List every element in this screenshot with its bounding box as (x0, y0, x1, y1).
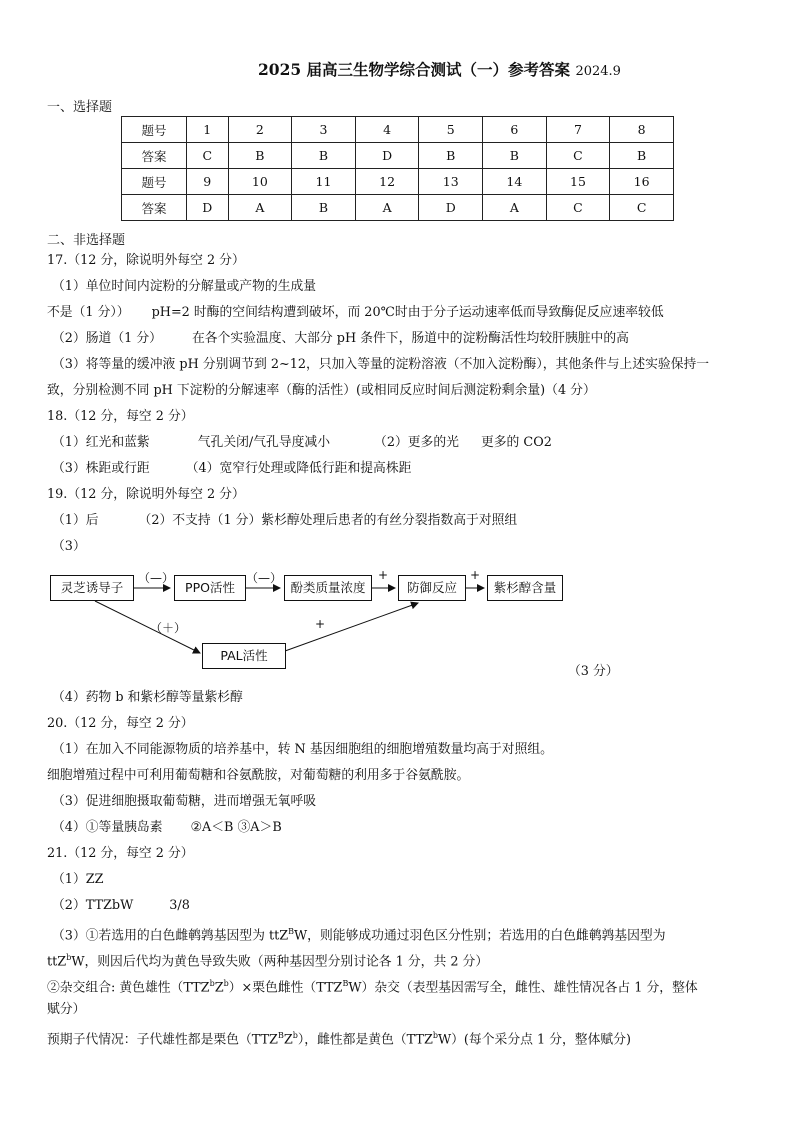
sign-a-f: （＋） (150, 621, 187, 635)
section-nonchoice-heading: 二、非选择题 (47, 233, 126, 248)
q21-line5 (47, 975, 698, 997)
answer-table-cell: 10 (228, 169, 292, 195)
q17-line3 (52, 330, 629, 348)
q21-line6: 赋分） (47, 1002, 86, 1017)
node-lingzhi-elicitor: 灵芝诱导子 (50, 575, 134, 601)
answer-table-cell: A (483, 195, 547, 221)
q19-line3: （4）药物 b 和紫杉醇等量紫杉醇 (52, 690, 243, 705)
sign-f-d: + (315, 617, 326, 631)
q21-line5-rest: ）×栗色雌性（TTZ (228, 980, 343, 996)
node-paclitaxel-content: 紫杉醇含量 (487, 575, 563, 601)
answer-table-cell: C (610, 195, 674, 221)
answer-table-cell: C (546, 195, 610, 221)
answer-table-row-label: 题号 (122, 117, 187, 143)
q17-line5: 致，分别检测不同 pH 下淀粉的分解速率（酶的活性）(或相同反应时间后测淀粉剩余量)（4 分） (47, 383, 596, 398)
q17-line2a: 不是（1 分）） (47, 305, 130, 320)
q20-line4a: （4）①等量胰岛素 (52, 820, 163, 835)
q17-heading: 17.（12 分，除说明外每空 2 分） (47, 253, 245, 268)
answer-table-cell: A (228, 195, 292, 221)
q18-line1 (52, 434, 552, 452)
section-choice-heading: 一、选择题 (47, 100, 113, 115)
node-defense-response: 防御反应 (398, 575, 466, 601)
answer-table-cell: C (546, 143, 610, 169)
node-ppo-activity: PPO活性 (174, 575, 246, 601)
answer-table-cell: 8 (610, 117, 674, 143)
q21-line1: （1）ZZ (52, 872, 104, 887)
q19-line1 (52, 512, 517, 530)
q19-line1b: （2）不支持（1 分）紫杉醇处理后患者的有丝分裂指数高于对照组 (138, 513, 518, 528)
q21-line4-sup: b (66, 953, 72, 962)
q19-line1a: （1）后 (52, 513, 99, 528)
q21-line7-sup1: B (277, 1031, 284, 1040)
arrow-f-d (285, 603, 418, 651)
q21-line2 (52, 897, 190, 915)
q19-score: （3 分） (568, 664, 619, 679)
sign-d-e: + (470, 568, 481, 582)
answer-table-cell: B (292, 195, 356, 221)
answer-table-cell: 4 (355, 117, 419, 143)
q21-line3-sup: B (288, 927, 295, 936)
q20-heading: 20.（12 分，每空 2 分） (47, 716, 194, 731)
answer-table-cell: B (228, 143, 292, 169)
q21-line7-sup2: b (292, 1031, 298, 1040)
answer-table-cell: 16 (610, 169, 674, 195)
flow-diagram (40, 565, 580, 675)
q21-line2b: 3/8 (169, 898, 190, 913)
q20-line3: （3）促进细胞摄取葡萄糖，进而增强无氧呼吸 (52, 794, 317, 809)
node-phenol-concentration: 酚类质量浓度 (284, 575, 372, 601)
answer-table-cell: 7 (546, 117, 610, 143)
q18-line2b: （4）宽窄行处理或降低行距和提高株距 (185, 461, 412, 476)
answer-table-row-label: 答案 (122, 143, 187, 169)
answer-table-row (122, 195, 674, 221)
sign-a-b: （—） (138, 571, 175, 585)
answer-table-cell: 15 (546, 169, 610, 195)
title-date: 2024.9 (575, 64, 621, 79)
q18-line1c: （2）更多的光 (374, 435, 459, 450)
q20-line4 (52, 819, 282, 837)
answer-table-cell: A (355, 195, 419, 221)
q21-line3-text: （3）①若选用的白色雌鹌鹑基因型为 ttZ (52, 928, 289, 944)
q17-line1: （1）单位时间内淀粉的分解量或产物的生成量 (52, 279, 317, 294)
answer-table-cell: C (187, 143, 229, 169)
page-title (258, 58, 778, 80)
q17-line3a: （2）肠道（1 分） (52, 331, 162, 346)
answer-table-cell: D (419, 195, 483, 221)
q18-line1d: 更多的 CO2 (480, 435, 552, 450)
answer-table-cell: 2 (228, 117, 292, 143)
answer-table-cell: 1 (187, 117, 229, 143)
answer-table-row-label: 答案 (122, 195, 187, 221)
answer-table-cell: 9 (187, 169, 229, 195)
answer-table-cell: 3 (292, 117, 356, 143)
answer-table-cell: B (292, 143, 356, 169)
q17-line4: （3）将等量的缓冲液 pH 分别调节到 2~12，只加入等量的淀粉溶液（不加入淀粉酶），其他条件与上述实验保持一 (52, 357, 710, 372)
answer-table-cell: 14 (483, 169, 547, 195)
sign-b-c: （—） (246, 571, 283, 585)
answer-table-row (122, 169, 674, 195)
q21-line7-sup3: b (432, 1031, 438, 1040)
q21-heading: 21.（12 分，每空 2 分） (47, 846, 194, 861)
answer-table-cell: D (187, 195, 229, 221)
q18-line1b: 气孔关闭/气孔导度减小 (197, 435, 331, 450)
answer-table-cell: 13 (419, 169, 483, 195)
q21-line5-sup2: b (223, 979, 229, 988)
answer-table-cell: 11 (292, 169, 356, 195)
q18-heading: 18.（12 分，每空 2 分） (47, 409, 194, 424)
q21-line5-text: ②杂交组合: 黄色雄性（TTZ (47, 980, 210, 996)
q21-line5-sup1: b (209, 979, 215, 988)
answer-table-row (122, 117, 674, 143)
q21-line7-d: W）(每个采分点 1 分，整体赋分) (437, 1032, 631, 1048)
q21-line7-c: ），雌性都是黄色（TTZ (297, 1032, 433, 1048)
q21-line7-text: 预期子代情况：子代雄性都是栗色（TTZ (47, 1032, 278, 1048)
title-main: 2025 届高三生物学综合测试（一）参考答案 (258, 60, 571, 79)
q20-line1: （1）在加入不同能源物质的培养基中，转 N 基因细胞组的细胞增殖数量均高于对照组。 (52, 742, 553, 757)
q21-line3 (52, 923, 666, 945)
q18-line2 (52, 460, 411, 478)
answer-table-cell: 5 (419, 117, 483, 143)
q17-line2b: pH=2 时酶的空间结构遭到破坏，而 20℃时由于分子运动速率低而导致酶促反应速率较低 (151, 305, 664, 320)
q21-line2a: （2）TTZbW (52, 898, 134, 913)
q20-line4b: ②A＜B ③A＞B (190, 820, 282, 835)
q20-line2: 细胞增殖过程中可利用葡萄糖和谷氨酰胺，对葡萄糖的利用多于谷氨酰胺。 (47, 768, 470, 783)
answer-table-cell: B (419, 143, 483, 169)
q21-line5-mid: Z (214, 980, 224, 996)
q21-line7 (47, 1027, 631, 1049)
q18-line2a: （3）株距或行距 (52, 461, 150, 476)
q21-line4 (47, 949, 488, 971)
q21-line5-end: W）杂交（表型基因需写全，雌性、雄性情况各占 1 分，整体 (348, 980, 698, 996)
q17-line3b: 在各个实验温度、大部分 pH 条件下，肠道中的淀粉酶活性均较肝胰脏中的高 (191, 331, 629, 346)
q19-heading: 19.（12 分，除说明外每空 2 分） (47, 487, 245, 502)
q17-line2 (47, 304, 664, 322)
answer-table-row (122, 143, 674, 169)
sign-c-d: + (378, 568, 389, 582)
q21-line5-sup3: B (342, 979, 349, 988)
q18-line1a: （1）红光和蓝紫 (52, 435, 150, 450)
answer-table-row-label: 题号 (122, 169, 187, 195)
answer-table-cell: B (610, 143, 674, 169)
answer-table (121, 116, 674, 221)
q21-line3-rest: W，则能够成功通过羽色区分性别；若选用的白色雌鹌鹑基因型为 (294, 928, 666, 944)
q19-line2: （3） (52, 539, 86, 554)
answer-table-cell: 6 (483, 117, 547, 143)
answer-table-cell: 12 (355, 169, 419, 195)
q21-line7-b: Z (283, 1032, 293, 1048)
node-pal-activity: PAL活性 (202, 643, 286, 669)
answer-table-cell: B (483, 143, 547, 169)
q21-line4-text: ttZ (47, 954, 67, 970)
q21-line4-rest: W，则因后代均为黄色导致失败（两种基因型分别讨论各 1 分，共 2 分） (71, 954, 489, 970)
answer-table-cell: D (355, 143, 419, 169)
